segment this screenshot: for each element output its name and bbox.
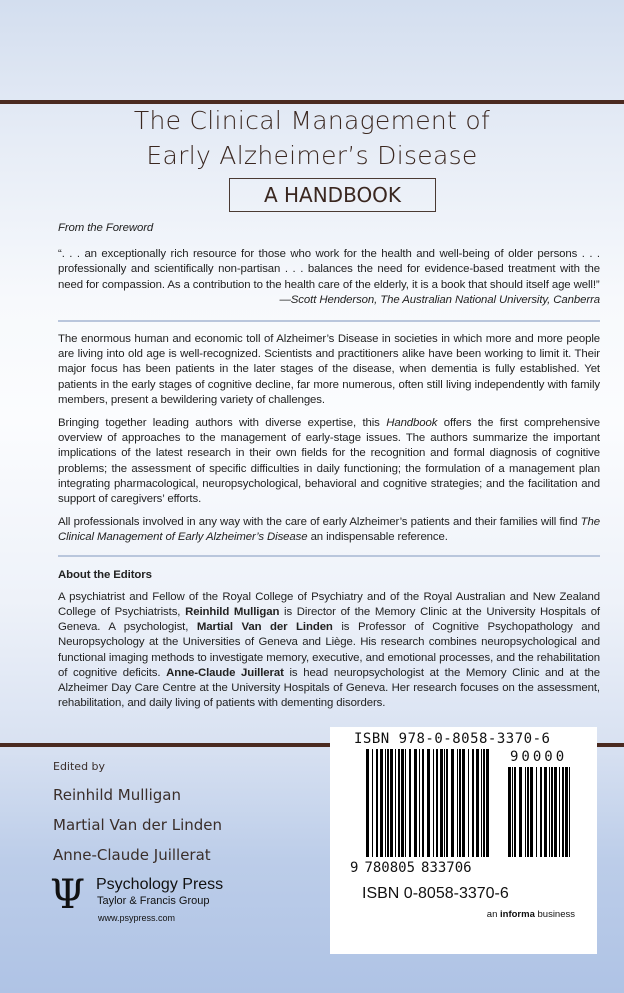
- barcode-bar: [409, 749, 411, 857]
- barcode-bar: [519, 767, 522, 857]
- barcode-bar: [387, 749, 389, 857]
- foreword-label: From the Foreword: [58, 222, 154, 234]
- publisher-group: Taylor & Francis Group: [97, 895, 210, 907]
- barcode-bar: [549, 767, 550, 857]
- top-rule: [0, 100, 624, 104]
- editor-name: Reinhild Mulligan: [185, 606, 280, 619]
- about-editors-text: [58, 590, 600, 712]
- barcode-bar: [481, 749, 482, 857]
- text: A psychiatrist and Fellow of the Royal College of Psychiatry and of the Royal Australian and New Zealand College of Psychiatrists,: [58, 590, 600, 619]
- barcode-box: [330, 727, 597, 954]
- title-line-2: Early Alzheimer’s Disease: [146, 141, 478, 170]
- barcode-bar: [440, 749, 443, 857]
- barcode-bar: [376, 749, 378, 857]
- barcode-bar: [436, 749, 438, 857]
- barcode-bar: [512, 767, 513, 857]
- foreword-quote: “. . . an exceptionally rich resource for those who work for the health and well-being of older persons . . . professionally and scientifically non-partisan . . . balances the need for evidence-based treatment with the need for compassion. As a contribution to the health care of the elderly, it is a book that should itself age well!”: [58, 248, 600, 291]
- barcode-bar: [472, 749, 474, 857]
- editor-name: Anne-Claude Juillerat: [53, 846, 211, 864]
- barcode-bar: [508, 767, 511, 857]
- publisher-url: www.psypress.com: [98, 913, 176, 923]
- text: an: [486, 909, 501, 920]
- text: informa: [500, 909, 535, 920]
- barcode-bar: [562, 767, 564, 857]
- barcode-bar: [483, 749, 485, 857]
- barcode-bar: [459, 749, 461, 857]
- body-column: [58, 221, 600, 711]
- barcode-bar: [401, 749, 404, 857]
- price-code: 90000: [510, 749, 568, 765]
- barcode-bar: [390, 749, 393, 857]
- editor-name: Martial Van der Linden: [53, 816, 223, 834]
- barcode-bar: [530, 767, 533, 857]
- barcode-digit-first: 9: [350, 860, 359, 876]
- barcode-bar: [414, 749, 417, 857]
- text: All professionals involved in any way with the care of early Alzheimer’s patients and their families will find: [58, 516, 581, 529]
- psi-logo-icon: Ψ: [50, 872, 86, 918]
- barcode-bar: [514, 767, 516, 857]
- barcode-bar: [398, 749, 400, 857]
- barcode-bar: [462, 749, 465, 857]
- barcode-bar: [486, 749, 489, 857]
- barcode-bar: [569, 767, 570, 857]
- text-italic: Handbook: [386, 417, 438, 430]
- barcode-bar: [457, 749, 458, 857]
- subtitle-box: A HANDBOOK: [229, 178, 436, 212]
- barcode-bar: [444, 749, 445, 857]
- text: an indispensable reference.: [307, 531, 448, 544]
- barcode-bar: [554, 767, 557, 857]
- text: business: [534, 909, 575, 920]
- barcode-bar: [395, 749, 396, 857]
- description-p3: [58, 515, 600, 545]
- barcode-bar: [446, 749, 448, 857]
- text: offers the first comprehensive overview of approaches to the management of early-stage issues. The authors summarize the important implications of the latest research in their own fields for the recognition and formal diagnosis of cognitive problems; the assessment of specific difficulties in daily functioning; the formulation of a management plan integrating pharmacological, neuropsychological, behavioral and cognitive strategies; and the facilitation and support of caregivers’ efforts.: [58, 417, 600, 506]
- barcode-bar: [422, 749, 424, 857]
- barcode-bar: [433, 749, 434, 857]
- barcode-bar: [366, 749, 369, 857]
- barcode-bar: [527, 767, 529, 857]
- informa-tagline: [487, 909, 575, 921]
- isbn10: ISBN 0-8058-3370-6: [362, 885, 509, 902]
- barcode-digits-end: 833706: [421, 860, 472, 876]
- editor-name: Reinhild Mulligan: [53, 786, 181, 804]
- text: Bringing together leading authors with diverse expertise, this: [58, 417, 387, 430]
- barcode-bar: [551, 767, 553, 857]
- divider: [58, 320, 600, 322]
- barcode-bar: [427, 749, 430, 857]
- barcode-bar: [385, 749, 386, 857]
- barcode-bar: [525, 767, 526, 857]
- description-p2: [58, 416, 600, 507]
- barcode-bar: [380, 749, 383, 857]
- title-line-1: The Clinical Management of: [133, 106, 491, 135]
- barcode-bar: [372, 749, 373, 857]
- edited-by-label: Edited by: [53, 760, 106, 773]
- barcode-bar: [544, 767, 547, 857]
- barcode-bar: [559, 767, 560, 857]
- description-p1: The enormous human and economic toll of Alzheimer’s Disease in societies in which more and more people are living into old age is well-recognized. Scientists and practitioners alike have been working to limit it. Their major focus has been patients in the later stages of the disease, when dementia is fully established. Yet patients in the early stages of cognitive decline, far more numerous, often still living independently with family members, present a bewildering variety of challenges.: [58, 333, 600, 406]
- barcode-bar: [405, 749, 406, 857]
- barcode-bar: [565, 767, 568, 857]
- barcode-bar: [540, 767, 542, 857]
- barcode-bar: [476, 749, 479, 857]
- divider: [58, 555, 600, 557]
- barcode-bar: [451, 749, 454, 857]
- editor-name: Anne-Claude Juillerat: [166, 666, 284, 679]
- barcode-bar: [536, 767, 537, 857]
- isbn13-label: ISBN 978-0-8058-3370-6: [354, 731, 551, 747]
- barcode-bar: [419, 749, 420, 857]
- editor-name: Martial Van der Linden: [196, 621, 333, 634]
- text: is Director of the Memory Clinic at the University Hospitals of Geneva. A psychologist,: [58, 606, 601, 634]
- barcode-bar: [468, 749, 469, 857]
- about-heading: About the Editors: [58, 568, 152, 581]
- publisher-name: Psychology Press: [96, 876, 224, 893]
- foreword-attribution: —Scott Henderson, The Australian National University, Canberra: [279, 293, 600, 306]
- barcode-digits: [350, 860, 472, 876]
- text: is Professor of Cognitive Psychopathology and Neuropsychology at the Universities of Geneva and Liège. His research combines neuropsychological and functional imaging methods to investigate memory, executive, and emotional processes, and the rehabilitation of cognitive deficits.: [58, 621, 601, 679]
- barcode-digits-mid: 780805: [364, 860, 416, 876]
- text: is head neuropsychologist at the Memory Clinic and at the Alzheimer Day Care Centre at the University Hospitals of Geneva. Her research focuses on the assessment, rehabilitation, and daily living of patients with dementing disorders.: [58, 666, 600, 710]
- text-italic: The Clinical Management of Early Alzheimer’s Disease: [58, 516, 600, 544]
